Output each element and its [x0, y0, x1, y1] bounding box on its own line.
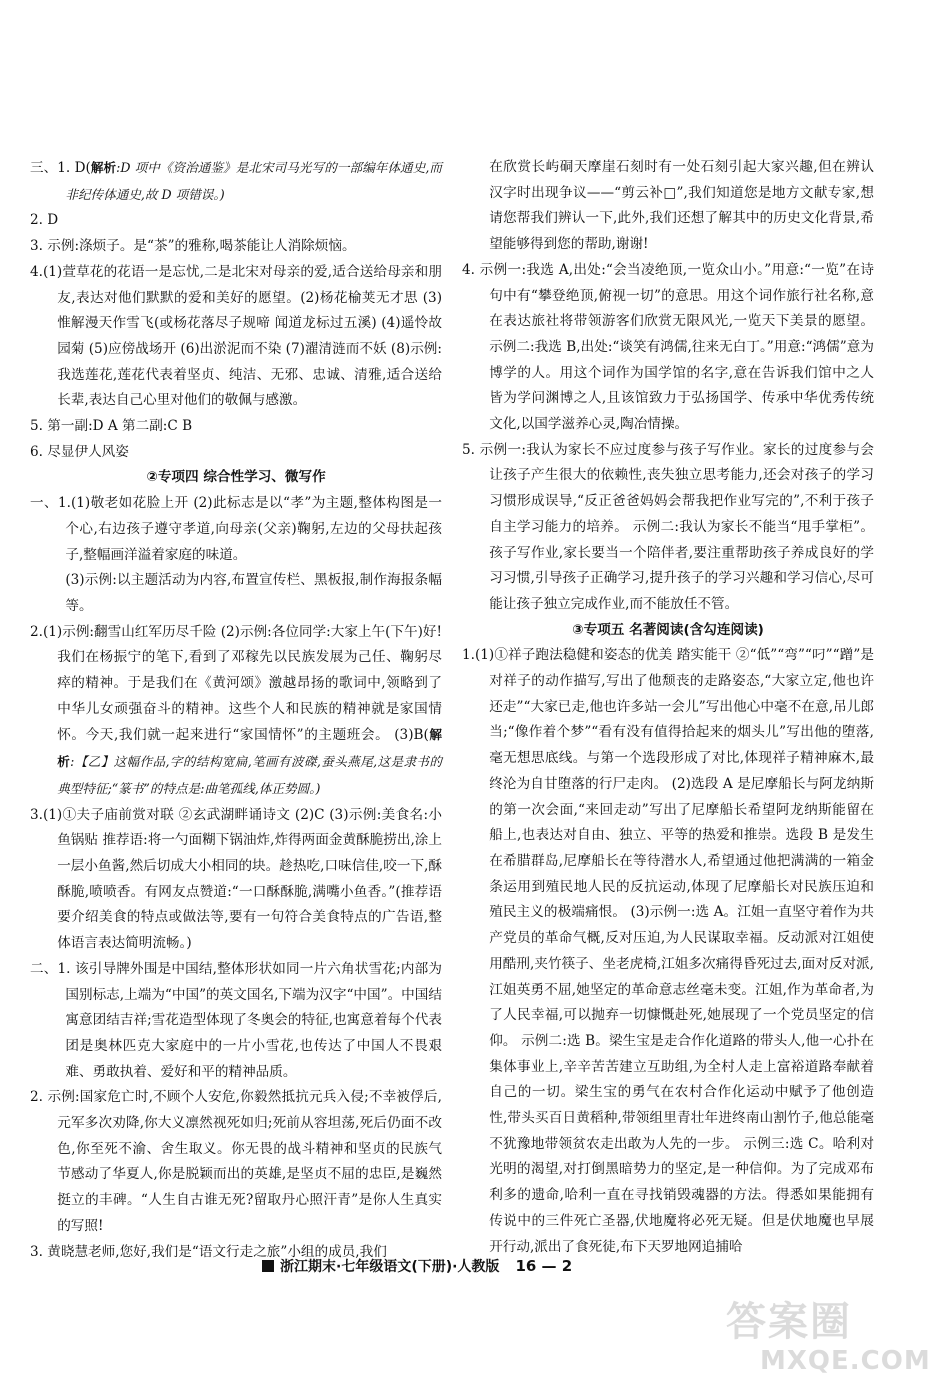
section-heading-4: ②专项四 综合性学习、微写作	[146, 469, 326, 486]
analysis-text: :D 项中《资治通鉴》是北宋司马光写的一部编年体通史,而非纪传体通史,故 D 项错误。)	[65, 160, 442, 202]
answer-4-1-3: 3.(1)①夫子庙前赏对联 ②玄武湖畔诵诗文 (2)C (3)示例:美食名:小鱼锅贴 推荐语:将一勺面糊下锅油炸,炸得两面金黄酥脆捞出,涂上一层小鱼酱,然后切成大小相同的块。趁热吃,口味信佳,咬一下,酥酥脆,喷喷香。有网友点赞道:“一口酥酥脆,满嘴小鱼香。”(推荐语要介绍美食的特点或做法等,要有一句符合美食特点的广告语,整体语言表达简明流畅。)	[30, 806, 442, 952]
watermark-text: 答案圈	[726, 1299, 852, 1345]
answer-3-2: 2. D	[30, 212, 59, 229]
answer-5-1: 1.(1)①祥子跑法稳健和姿态的优美 踏实能干 ②“低”“弯”“叼”“蹭”是对祥子的动作描写,写出了他颓丧的走路姿态,“大家立定,他也许还走”“大家已走,他也许多站一会儿”写出他心中毫不在意,吊儿郎当;“像作着个梦”“看有没有值得拾起来的烟头儿”写出他的堕落,毫无想思底线。与第一个选段形成了对比,体现祥子精神麻木,最终沦为自甘堕落的行尸走肉。 (2)选段 A 是尼摩船长与阿龙纳斯的第一次会面,“来回走动”写出了尼摩船长希望阿龙纳斯能留在船上,也表达对自由、独立、平等的热爱和推崇。选段 B 是发生在希腊群岛,尼摩船长在等待潜水人,希望通过他把满满的一箱金条运用到殖民地人民的反抗运动,体现了尼摩船长对民族压迫和殖民主义的极端痛恨。 (3)示例一:选 A。江姐一直坚守着作为共产党员的革命气概,反对压迫,为人民谋取幸福。反动派对江姐使用酷刑,夹竹筷子、坐老虎椅,江姐多次痛得昏死过去,面对反对派,江姐英勇不屈,她坚定的革命意志丝毫未变。江姐,作为革命者,为了人民幸福,可以抛弃一切慷慨赴死,她展现了一个党员坚定的信仰。 示例二:选 B。梁生宝是走合作化道路的带头人,他一心扑在集体事业上,辛辛苦苦建立互助组,为全村人走上富裕道路奉献着自己的一切。梁生宝的勇气在农村合作化运动中赋予了他创造性,带头买百日黄稻种,带领组里青壮年进终南山割竹子,他总能毫不犹豫地带领贫农走出敢为人先的一步。 示例三:选 C。哈利对光明的渴望,对打倒黑暗势力的坚定,是一种信仰。为了完成邓布利多的遗命,哈利一直在寻找销毁魂器的方法。得悉如果能拥有传说中的三件死亡圣器,伏地魔将必死无疑。但是伏地魔也早展开行动,派出了食死徒,布下天罗地网追捕哈	[462, 647, 874, 1255]
answer-4-2-3-continued: 在欣赏长屿硐天摩崖石刻时有一处石刻引起大家兴趣,但在辨认汉字时出现争议——“剪云补□”,我们知道您是地方文献专家,想请您帮我们辨认一下,此外,我们还想了解其中的历史文化背景,希望能够得到您的帮助,谢谢!	[489, 159, 874, 253]
answer-4-2-1: 二、1. 该引导牌外围是中国结,整体形状如同一片六角状雪花;内部为国别标志,上端为“中国”的英文国名,下端为汉字“中国”。中国结寓意团结吉祥;雪花造型体现了冬奥会的特征,也寓意着每个代表团是奥林匹克大家庭中的一片小雪花,也传达了中国人不畏艰难、勇敢执着、爱好和平的精神品质。	[30, 960, 442, 1080]
left-column	[30, 155, 442, 1265]
watermark-url: MXQE.COM	[760, 1346, 931, 1376]
square-icon	[262, 1260, 274, 1272]
footer-title: 浙江期末·七年级语文(下册)·人教版	[280, 1259, 500, 1275]
section-heading-5: ③专项五 名著阅读(含勾连阅读)	[572, 621, 764, 638]
analysis-text: :【乙】这幅作品,字的结构宽扁,笔画有波磔,蚕头燕尾,这是隶书的典型特征;“篆书”的特点是:曲笔孤线,体正势圆。)	[57, 754, 442, 796]
answer-3-4: 4.(1)萱草花的花语一是忘忧,二是北宋对母亲的爱,适合送给母亲和朋友,表达对他们默默的爱和美好的愿望。(2)杨花榆荚无才思 (3)惟解漫天作雪飞(或杨花落尽子规啼 闻道龙标过五溪) (4)遥怜故园菊 (5)应傍战场开 (6)出淤泥而不染 (7)濯清涟而不妖 (8)示例:我选莲花,莲花代表着坚贞、纯洁、无邪、忠诚、清雅,适合送给长辈,表达自己心里对他们的敬佩与感激。	[30, 263, 442, 409]
answer-3-3: 3. 示例:涤烦子。是“茶”的雅称,喝茶能让人消除烦恼。	[30, 238, 356, 255]
right-column	[462, 155, 874, 1260]
analysis-label: 解析	[90, 160, 117, 175]
analysis-label: 解析	[57, 727, 443, 770]
answer-4-1-1-3: (3)示例:以主题活动为内容,布置宣传栏、黑板报,制作海报条幅等。	[65, 572, 442, 614]
answer-4-2-3: 3. 黄晓慧老师,您好,我们是“语文行走之旅”小组的成员,我们	[30, 1243, 387, 1260]
answer-text: 2.(1)示例:翻雪山红军历尽千险 (2)示例:各位同学:大家上午(下午)好!我们在杨振宁的笔下,看到了邓稼先以民族发展为己任、鞠躬尽瘁的精神。于是我们在《黄河颂》激越昂扬的歌词中,领略到了中华儿女顽强奋斗的精神。这些个人和民族的精神就是家国情怀。今天,我们就一起来进行“家国情怀”的主题班会。 (3)B(	[30, 623, 442, 744]
answer-4-1-2	[30, 620, 442, 803]
answer-4-1-1: 一、1.(1)敬老如花脸上开 (2)此标志是以“孝”为主题,整体构图是一个心,右边孩子遵守孝道,向母亲(父亲)鞠躬,左边的父母扶起孩子,整幅画洋溢着家庭的味道。	[30, 495, 442, 563]
page-number: 16 — 2	[515, 1257, 573, 1275]
answer-3-5: 5. 第一副:D A 第二副:C B	[30, 418, 193, 435]
answer-3-1	[30, 155, 442, 208]
watermark-logo	[722, 1290, 931, 1385]
page-footer	[262, 1254, 682, 1278]
answer-4-2-5: 5. 示例一:我认为家长不应过度参与孩子写作业。家长的过度参与会让孩子产生很大的依赖性,丧失独立思考能力,还会对孩子的学习习惯形成误导,“反正爸爸妈妈会帮我把作业写完的”,不利于孩子自主学习能力的培养。 示例二:我认为家长不能当“甩手掌柜”。孩子写作业,家长要当一个陪伴者,要注重帮助孩子养成良好的学习习惯,引导孩子正确学习,提升孩子的学习兴趣和学习信心,尽可能让孩子独立完成作业,而不能放任不管。	[462, 441, 874, 612]
answer-text: 三、1. D(	[30, 160, 91, 176]
answer-4-2-4: 4. 示例一:我选 A,出处:“会当凌绝顶,一览众山小。”用意:“一览”在诗句中有“攀登绝顶,俯视一切”的意思。用这个词作旅行社名称,意在表达旅社将带领游客们欣赏无限风光,一览天下美景的愿望。 示例二:我选 B,出处:“谈笑有鸿儒,往来无白丁。”用意:“鸿儒”意为博学的人。用这个词作为国学馆的名字,意在告诉我们馆中之人皆为学问渊博之人,且该馆致力于弘扬国学、传承中华优秀传统文化,以国学滋养心灵,陶冶情操。	[462, 261, 874, 433]
answer-3-6: 6. 尽显伊人风姿	[30, 443, 129, 460]
answer-4-2-2: 2. 示例:国家危亡时,不顾个人安危,你毅然抵抗元兵入侵;不幸被俘后,元军多次劝降,你大义凛然视死如归;死前从容坦荡,死后仍面不改色,你至死不渝、舍生取义。你无畏的战斗精神和坚贞的民族气节感动了华夏人,你是脱颖而出的英雄,是坚贞不屈的忠臣,是巍然挺立的丰碑。“人生自古谁无死?留取丹心照汗青”是你人生真实的写照!	[30, 1089, 442, 1234]
